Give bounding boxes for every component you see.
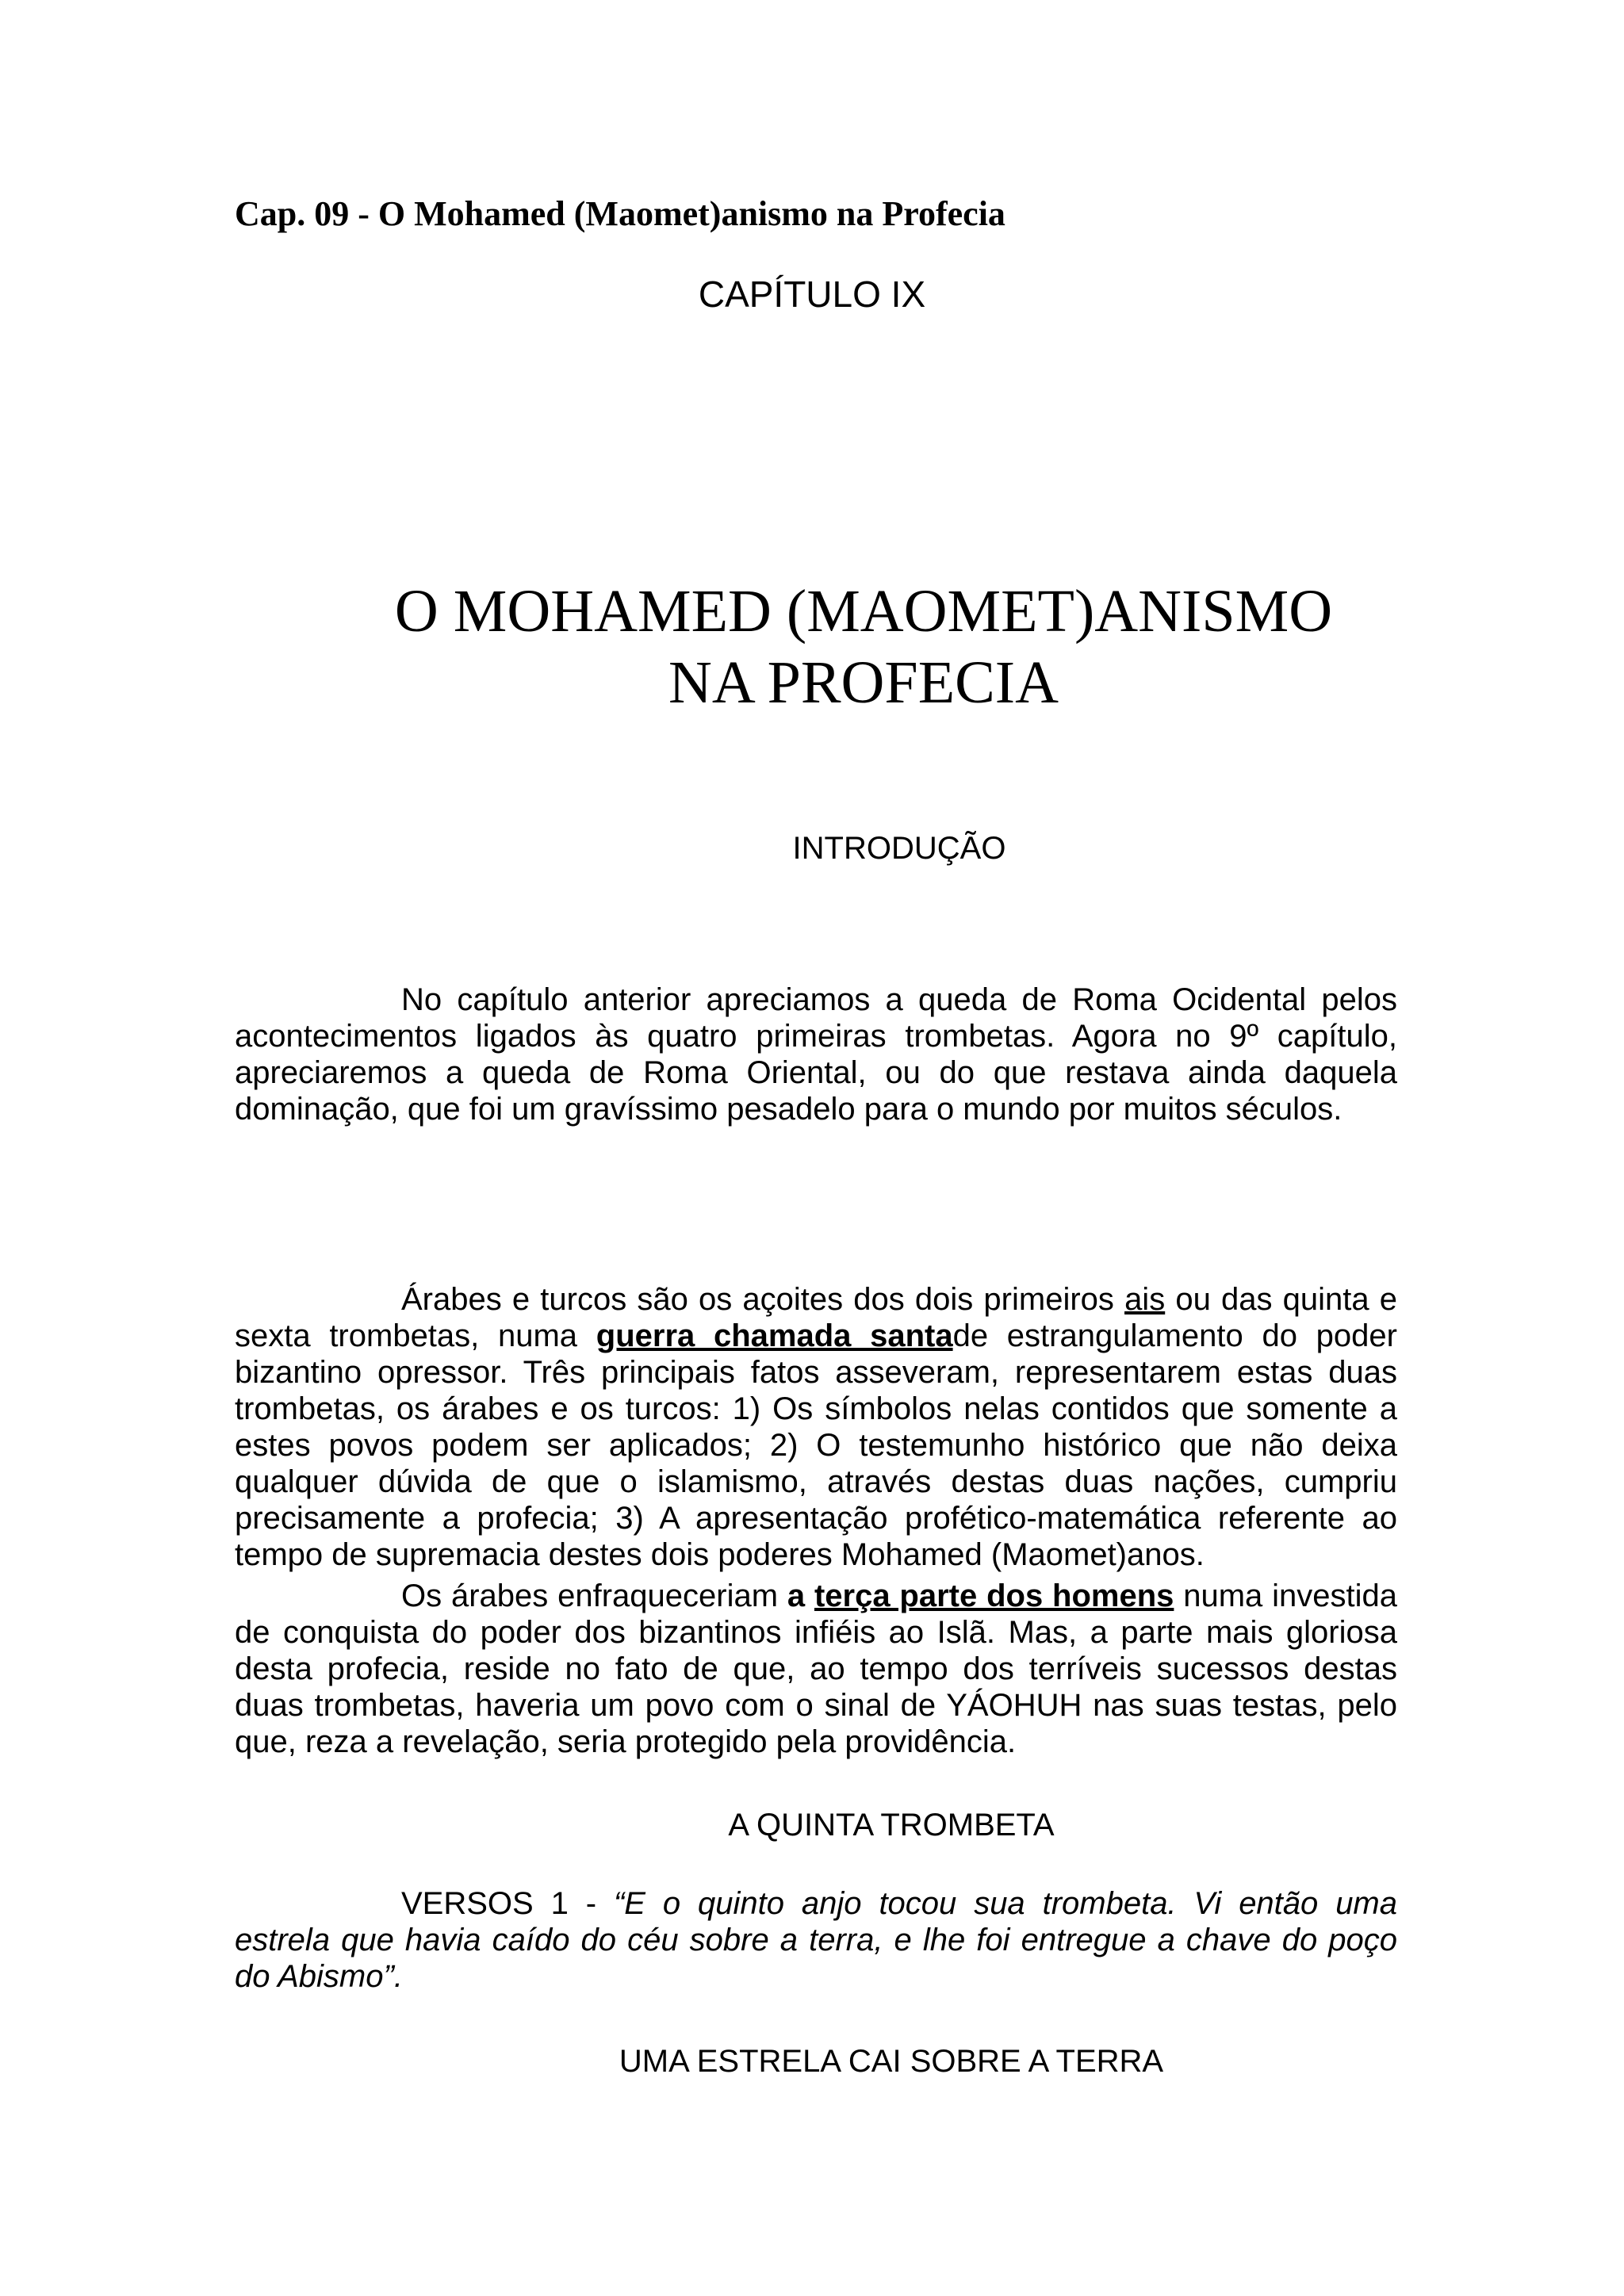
paragraph-2-text-b: ou das quinta e sexta trombetas, numa	[235, 1282, 1398, 1353]
guerra-santa-emphasis: guerra chamada santa	[596, 1318, 953, 1353]
paragraph-1	[235, 982, 1397, 1127]
paragraph-3-text-b: numa investida de conquista do poder dos bizantinos infiéis ao Islã. Mas, a parte mais gloriosa desta profecia, reside no fato de que, ao tempo dos terríveis sucessos destas duas trombetas, haveria um povo com o sinal de YÁOHUH nas suas testas, pelo que, reza a revelação, seria protegido pela providência.	[235, 1578, 1398, 1759]
chapter-header: Cap. 09 - O Mohamed (Maomet)anismo na Profecia	[235, 194, 1005, 233]
paragraph-3	[235, 1578, 1397, 1760]
paragraph-2-text-a: Árabes e turcos são os açoites dos dois primeiros	[401, 1282, 1125, 1317]
verse-quote: “E o quinto anjo tocou sua trombeta. Vi então uma estrela que havia caído do céu sobre a terra, e lhe foi entregue a chave do poço do Abismo”.	[235, 1886, 1397, 1994]
chapter-label: CAPÍTULO IX	[698, 274, 926, 315]
terca-parte-emphasis: terça parte dos homens	[814, 1578, 1174, 1613]
paragraph-3-text-a: Os árabes enfraqueceriam	[401, 1578, 787, 1613]
paragraph-1-text: No capítulo anterior apreciamos a queda de Roma Ocidental pelos acontecimentos ligados às quatro primeiras trombetas. Agora no 9º capítulo, apreciaremos a queda de Roma Oriental, ou do que restava ainda daquela dominação, que foi um gravíssimo pesadelo para o mundo por muitos séculos.	[235, 982, 1397, 1127]
article-a-bold: a	[787, 1578, 814, 1613]
page-title-line-2: NA PROFECIA	[668, 649, 1059, 716]
ais-underlined: ais	[1124, 1282, 1166, 1317]
section-heading-introducao: INTRODUÇÃO	[792, 831, 1006, 866]
section-heading-estrela: UMA ESTRELA CAI SOBRE A TERRA	[619, 2044, 1164, 2079]
paragraph-2	[235, 1281, 1397, 1573]
section-heading-quinta-trombeta: A QUINTA TROMBETA	[728, 1808, 1055, 1843]
page-title-line-1: O MOHAMED (MAOMET)ANISMO	[394, 578, 1333, 645]
verse-label: VERSOS 1 -	[401, 1886, 614, 1921]
paragraph-2-text-c: de estrangulamento do poder bizantino opressor. Três principais fatos asseveram, representarem estas duas trombetas, os árabes e os turcos: 1) Os símbolos nelas contidos que somente a estes povos podem ser aplicados; 2) O testemunho histórico que não deixa qualquer dúvida de que o islamismo, através destas duas nações, cumpriu precisamente a profecia; 3) A apresentação profético-matemática referente ao tempo de supremacia destes dois poderes Mohamed (Maomet)anos.	[235, 1318, 1397, 1572]
verse-paragraph	[235, 1885, 1397, 1995]
